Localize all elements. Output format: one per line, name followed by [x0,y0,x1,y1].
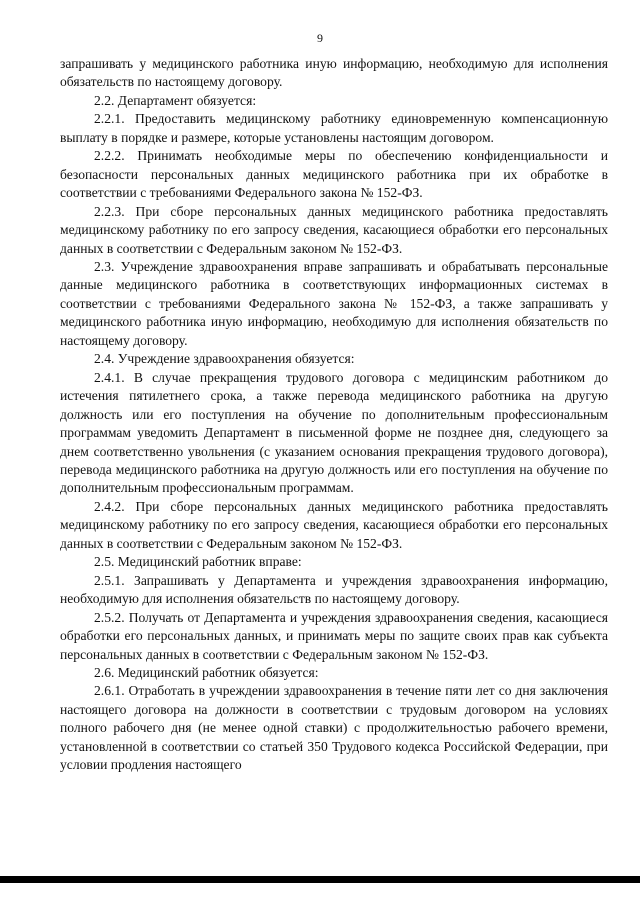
paragraph-2-2-2: 2.2.2. Принимать необходимые меры по обеспечению конфиденциальности и безопасности персональных данных медицинского работника при их обработке в соответствии с требованиями Федерального закона № 152-ФЗ. [60,148,608,201]
paragraph-2-6-1: 2.6.1. Отработать в учреждении здравоохранения в течение пяти лет со дня заключения настоящего договора на должности в соответствии с трудовым договором на условиях полного рабочего дня (не менее одной ставки) с продолжительностью рабочего времени, установленной в соответствии со статьей 350 Трудового кодекса Российской Федерации, при условии продления настоящего [60,683,608,773]
paragraph-2-2-1: 2.2.1. Предоставить медицинскому работнику единовременную компенсационную выплату в порядке и размере, которые установлены настоящим договором. [60,111,608,145]
paragraph-2-5: 2.5. Медицинский работник вправе: [94,554,302,570]
paragraph-2-3: 2.3. Учреждение здравоохранения вправе запрашивать и обрабатывать персональные данные медицинского работника в соответствующих информационных системах в соответствии с требованиями Федерального закона № 152-ФЗ, а также запрашивать у медицинского работника иную информацию, необходимую для исполнения обязательств по настоящему договору. [60,258,608,348]
footer-rule [0,876,640,883]
paragraph-2-2: 2.2. Департамент обязуется: [94,92,257,108]
document-body [60,55,608,775]
paragraph-2-4: 2.4. Учреждение здравоохранения обязуется: [94,351,355,367]
paragraph-2-4-2: 2.4.2. При сборе персональных данных медицинского работника предоставлять медицинскому работнику по его запросу сведения, касающиеся обработки его персональных данных в соответствии с Федеральным законом № 152-ФЗ. [60,498,608,551]
paragraph-2-4-1: 2.4.1. В случае прекращения трудового договора с медицинским работником до истечения пятилетнего срока, а также перевода медицинского работника на другую должность или его поступления на обучение по дополнительным профессиональным программам уведомить Департамент в письменной форме не позднее дня, следующего за днем соответственно увольнения (с указанием основания прекращения трудового договора), перевода медицинского работника на другую должность или его поступления на обучение по дополнительным профессиональным программам. [60,369,608,496]
page-number: 9 [317,31,323,45]
paragraph-2-5-1: 2.5.1. Запрашивать у Департамента и учреждения здравоохранения информацию, необходимую для исполнения обязательств по настоящему договору. [60,572,608,607]
paragraph-2-5-2: 2.5.2. Получать от Департамента и учреждения здравоохранения сведения, касающиеся обработки его персональных данных, и принимать меры по защите своих прав как субъекта персональных данных в соответствии с Федеральным законом № 152-ФЗ. [60,609,608,662]
paragraph-2-6: 2.6. Медицинский работник обязуется: [94,664,319,680]
paragraph-continuation: запрашивать у медицинского работника иную информацию, необходимую для исполнения обязательств по настоящему договору. [60,56,608,90]
paragraph-2-2-3: 2.2.3. При сборе персональных данных медицинского работника предоставлять медицинскому работнику по его запросу сведения, касающиеся обработки его персональных данных в соответствии с Федеральным законом № 152-ФЗ. [60,203,608,256]
